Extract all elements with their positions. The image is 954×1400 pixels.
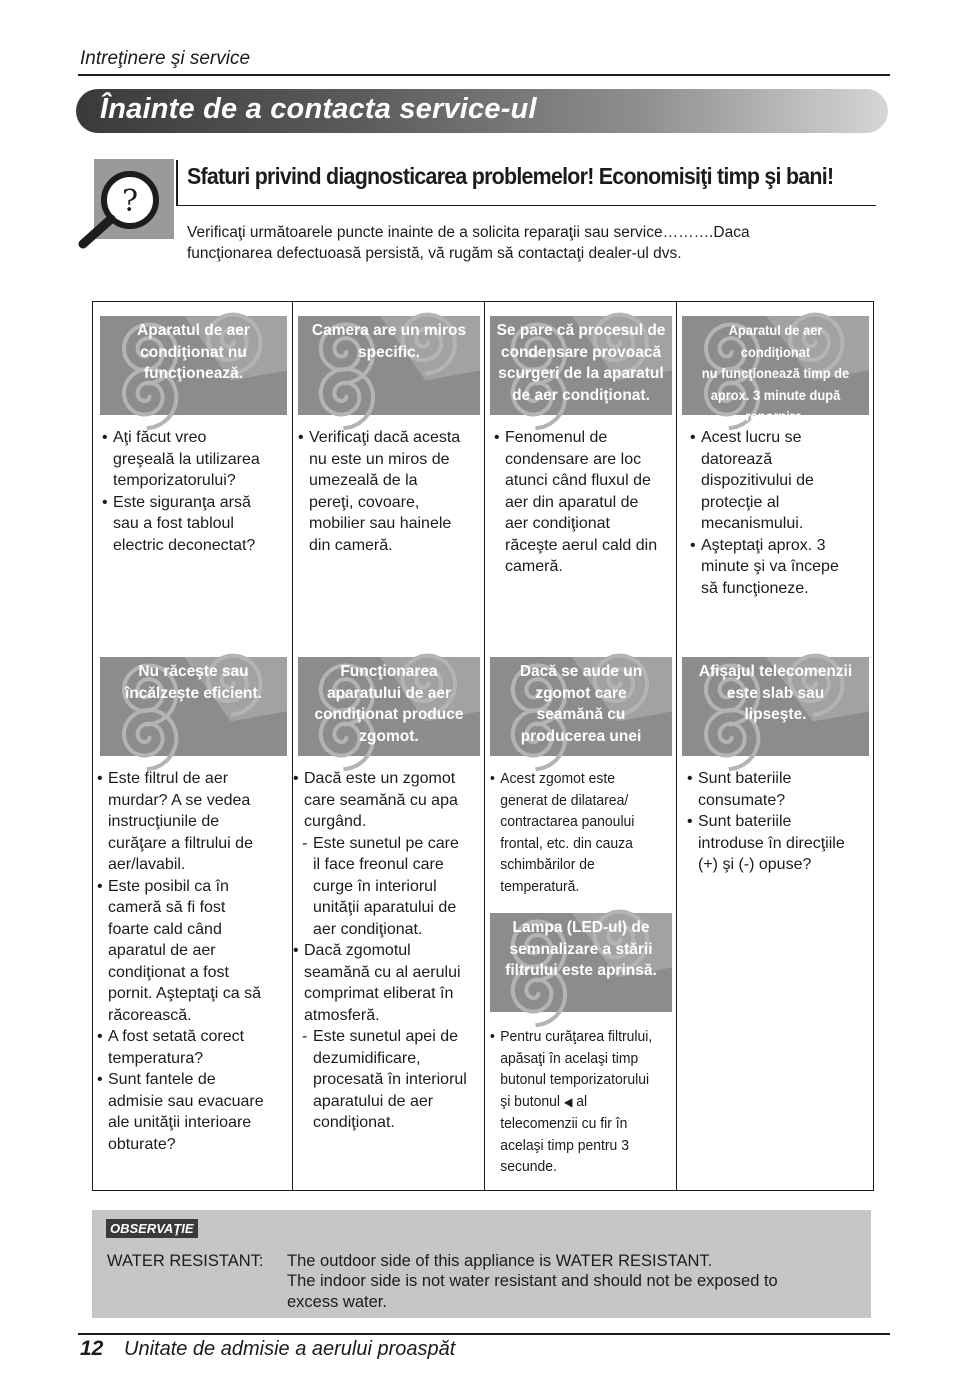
line: apăsaţi în acelaşi timp xyxy=(500,1049,639,1067)
solution-list xyxy=(102,427,287,556)
solution-list xyxy=(690,427,870,599)
line: • Acest zgomot este xyxy=(500,770,615,787)
line: să funcţioneze. xyxy=(701,579,809,597)
line: sau a fost tabloul xyxy=(113,515,234,532)
line: de aer condiţionat. xyxy=(512,386,650,404)
line: Afişajul telecomenzii xyxy=(698,663,853,680)
troubleshooting-grid xyxy=(92,301,874,1191)
line: ale unităţii interioare xyxy=(108,1114,252,1131)
line: aer condiţionat. xyxy=(313,920,423,938)
bullet-item xyxy=(293,940,483,1026)
problem-header-text xyxy=(298,316,480,363)
bullet-item xyxy=(102,492,287,557)
line: repornire. xyxy=(745,408,806,424)
line: il face freonul care xyxy=(313,856,444,873)
bullet-item xyxy=(102,427,287,492)
line: secunde. xyxy=(500,1158,557,1175)
line: atmosferă. xyxy=(304,1006,380,1024)
note-line: The indoor side is not water resistant and should not be exposed to xyxy=(287,1272,778,1290)
line: cameră să fi fost xyxy=(108,899,226,916)
line: pereţi, covoare, xyxy=(309,493,420,511)
line: - Este sunetul pe care xyxy=(313,834,459,852)
problem-header xyxy=(490,913,672,1012)
line: aer din aparatul de xyxy=(505,493,639,511)
tip-intro-line: funcţionarea defectuoasă persistă, vă rugăm să contactaţi dealer-ul dvs. xyxy=(187,245,682,262)
line: minute şi va începe xyxy=(701,558,839,575)
line: unităţii aparatului de xyxy=(313,899,457,916)
line: Se pare că procesul de xyxy=(496,322,666,339)
left-arrow-button-icon: ◀ xyxy=(563,1094,573,1109)
line: introduse în direcţiile xyxy=(698,834,845,852)
bullet-item xyxy=(97,1069,287,1155)
tip-divider xyxy=(176,160,178,206)
line: (+) şi (-) opuse? xyxy=(698,856,812,873)
line: dispozitivului de xyxy=(701,472,814,489)
line: Dacă se aude un xyxy=(519,663,643,680)
line: instrucţiunile de xyxy=(108,813,220,830)
line: murdar? A se vedea xyxy=(108,791,251,809)
bullet-item xyxy=(293,768,483,833)
problem-header-text xyxy=(682,657,869,726)
spiral-mark xyxy=(124,710,176,769)
line: foarte cald când xyxy=(108,920,222,938)
line: curge în interiorul xyxy=(313,877,437,895)
line: protecţie al xyxy=(701,493,780,511)
line: seamănă cu al aerului xyxy=(304,963,461,981)
line: • Este siguranţa arsă xyxy=(113,493,251,511)
line: condensare provoacă xyxy=(500,343,662,361)
line: dezumidificare, xyxy=(313,1049,421,1067)
line: aparatului de aer xyxy=(313,1092,434,1110)
line: • Sunt fantele de xyxy=(108,1071,216,1088)
line: temperatură. xyxy=(500,877,580,895)
bullet-item xyxy=(494,427,674,578)
solution-list xyxy=(97,768,287,1155)
line: răcorească. xyxy=(108,1006,192,1024)
problem-header xyxy=(490,657,672,756)
line: • Este posibil ca în xyxy=(108,877,229,895)
line: • A fost setată corect xyxy=(108,1028,245,1045)
problem-header-text xyxy=(689,316,861,428)
problem-header-text xyxy=(100,316,287,385)
line: funcţionează. xyxy=(143,365,244,382)
note-line: The outdoor side of this appliance is WATER RESISTANT. xyxy=(287,1252,713,1270)
line: semnalizare a stării xyxy=(509,940,653,958)
line: scurgeri de la aparatul xyxy=(498,365,664,382)
line: din cameră. xyxy=(309,536,393,554)
line: telecomenzii cu fir în xyxy=(500,1115,628,1132)
bullet-item xyxy=(97,876,287,1027)
line: generat de dilatarea/ xyxy=(500,791,629,809)
problem-header xyxy=(682,316,869,424)
problem-header-text xyxy=(490,913,672,982)
tip-rule xyxy=(176,205,876,206)
line: • Sunt bateriile xyxy=(698,770,792,787)
line: zgomot. xyxy=(359,727,419,745)
page-number: 12 xyxy=(80,1337,104,1360)
line: curăţare a filtrului de xyxy=(108,834,253,852)
line: aer condiţionat xyxy=(505,515,610,532)
solution-list xyxy=(490,1026,670,1178)
line: procesată în interiorul xyxy=(313,1071,467,1088)
line: Lampa (LED-ul) de xyxy=(512,919,650,936)
line: pornit. Aşteptaţi ca să xyxy=(108,985,261,1002)
line: seamănă cu xyxy=(536,706,626,723)
line: nu este un miros de xyxy=(309,450,450,468)
line: condiţionat a fost xyxy=(108,963,229,981)
line: atunci când fluxul de xyxy=(505,472,651,489)
line: răceşte aerul cald din xyxy=(505,536,658,554)
line: - Este sunetul apei de xyxy=(313,1028,458,1045)
note-badge: OBSERVAŢIE xyxy=(106,1219,198,1238)
line: aer/lavabil. xyxy=(108,856,186,873)
bullet-item xyxy=(687,768,867,811)
line: • Aşteptaţi aprox. 3 xyxy=(701,536,826,554)
line: obturate? xyxy=(108,1135,176,1153)
solution-list xyxy=(687,768,867,876)
column-divider xyxy=(676,302,677,1190)
bullet-item xyxy=(298,427,480,556)
line: mecanismului. xyxy=(701,515,804,532)
line: electric deconectat? xyxy=(113,536,256,554)
problem-header-text xyxy=(100,657,287,704)
magnifier-question-icon xyxy=(78,159,174,251)
line: consumate? xyxy=(698,791,786,809)
line: butonul temporizatorului xyxy=(500,1071,650,1088)
line-part: al xyxy=(572,1092,588,1110)
footer-title: Unitate de admisie a aerului proaspăt xyxy=(124,1338,456,1360)
line: • Sunt bateriile xyxy=(698,813,792,830)
bullet-item xyxy=(97,768,287,876)
line: • Pentru curăţarea filtrului, xyxy=(500,1028,653,1045)
line: temperatura? xyxy=(108,1049,204,1067)
spiral-mark xyxy=(321,369,373,428)
line xyxy=(500,1091,657,1114)
problem-header xyxy=(100,316,287,415)
note-line: excess water. xyxy=(287,1293,387,1311)
top-rule xyxy=(78,74,890,76)
line: comprimat eliberat în xyxy=(304,985,454,1002)
tip-heading: Sfaturi privind diagnosticarea problemelor! Economisiţi timp şi bani! xyxy=(187,163,834,189)
line: condiţionat. xyxy=(313,1114,395,1131)
line: admisie sau evacuare xyxy=(108,1092,264,1110)
note-box xyxy=(92,1210,871,1318)
line-part: şi butonul xyxy=(500,1092,564,1110)
line: Camera are un miros xyxy=(311,322,467,339)
title-bar xyxy=(76,89,888,133)
svg-text:?: ? xyxy=(121,184,139,219)
line: acelaşi timp pentru 3 xyxy=(500,1136,629,1154)
line: • Acest lucru se xyxy=(701,429,802,446)
page-title: Înainte de a contacta service-ul xyxy=(100,93,537,125)
solution-list xyxy=(490,768,670,897)
line: • Verificaţi dacă acesta xyxy=(309,429,461,446)
column-divider xyxy=(484,302,485,1190)
bullet-item xyxy=(690,535,870,600)
line: frontal, etc. din cauza xyxy=(500,834,633,852)
section-label: Intreţinere şi service xyxy=(80,48,251,69)
problem-header xyxy=(298,657,480,756)
line: curgând. xyxy=(304,813,367,830)
line: lipseşte. xyxy=(744,706,807,723)
line: condensare are loc xyxy=(505,450,642,468)
dash-item xyxy=(293,1026,483,1134)
solution-list xyxy=(293,768,483,1134)
bottom-rule xyxy=(78,1333,890,1335)
bullet-item xyxy=(97,1026,287,1069)
solution-list xyxy=(298,427,480,556)
line: condiţionat produce xyxy=(314,706,464,723)
line: Funcţionarea xyxy=(340,663,438,680)
problem-header xyxy=(298,316,480,415)
line: este slab sau xyxy=(726,684,825,702)
bullet-item xyxy=(490,1026,657,1178)
line: contractarea panoului xyxy=(500,813,635,830)
line: încălzeşte eficient. xyxy=(125,684,262,702)
solution-list xyxy=(494,427,674,578)
line: Aparatul de aer xyxy=(137,322,250,339)
line: aparatului de aer xyxy=(326,684,452,702)
line: temporizatorului? xyxy=(113,472,236,489)
line: aprox. 3 minute după xyxy=(710,386,841,403)
line: umezeală de la xyxy=(309,472,418,489)
tip-intro-line: Verificaţi următoarele puncte inainte de a solicita reparaţii sau service……….Daca xyxy=(187,224,750,241)
line: care seamănă cu apa xyxy=(304,791,458,809)
line: aparatul de aer xyxy=(108,942,216,959)
problem-header xyxy=(682,657,869,756)
line: Nu răceşte sau xyxy=(138,663,249,680)
line: schimbărilor de xyxy=(500,856,595,873)
problem-header-text xyxy=(490,316,672,406)
problem-header-text xyxy=(298,657,480,747)
line: filtrului este aprinsă. xyxy=(505,962,657,979)
line: • Dacă zgomotul xyxy=(304,942,411,959)
tip-intro xyxy=(187,222,827,264)
bullet-item xyxy=(490,768,657,897)
line: specific. xyxy=(357,343,421,361)
line: datorează xyxy=(701,450,773,468)
dash-item xyxy=(293,833,483,941)
line: mobilier sau hainele xyxy=(309,515,452,532)
problem-header-text xyxy=(490,657,672,747)
bullet-item xyxy=(687,811,867,876)
line: • Aţi făcut vreo xyxy=(113,429,207,446)
line: • Fenomenul de xyxy=(505,429,608,446)
line: nu funcţionează timp de xyxy=(701,365,850,381)
line: producerea unei xyxy=(520,727,642,745)
line: condiţionat nu xyxy=(140,343,247,361)
line: greşeală la utilizarea xyxy=(113,450,260,468)
problem-header xyxy=(100,657,287,756)
bullet-item xyxy=(690,427,870,535)
line: • Dacă este un zgomot xyxy=(304,770,456,787)
line: zgomot care xyxy=(535,684,627,702)
line: • Este filtrul de aer xyxy=(108,770,229,787)
line: cameră. xyxy=(505,558,563,575)
line: Aparatul de aer condiţionat xyxy=(728,322,823,360)
note-label: WATER RESISTANT: xyxy=(107,1252,264,1270)
problem-header xyxy=(490,316,672,415)
